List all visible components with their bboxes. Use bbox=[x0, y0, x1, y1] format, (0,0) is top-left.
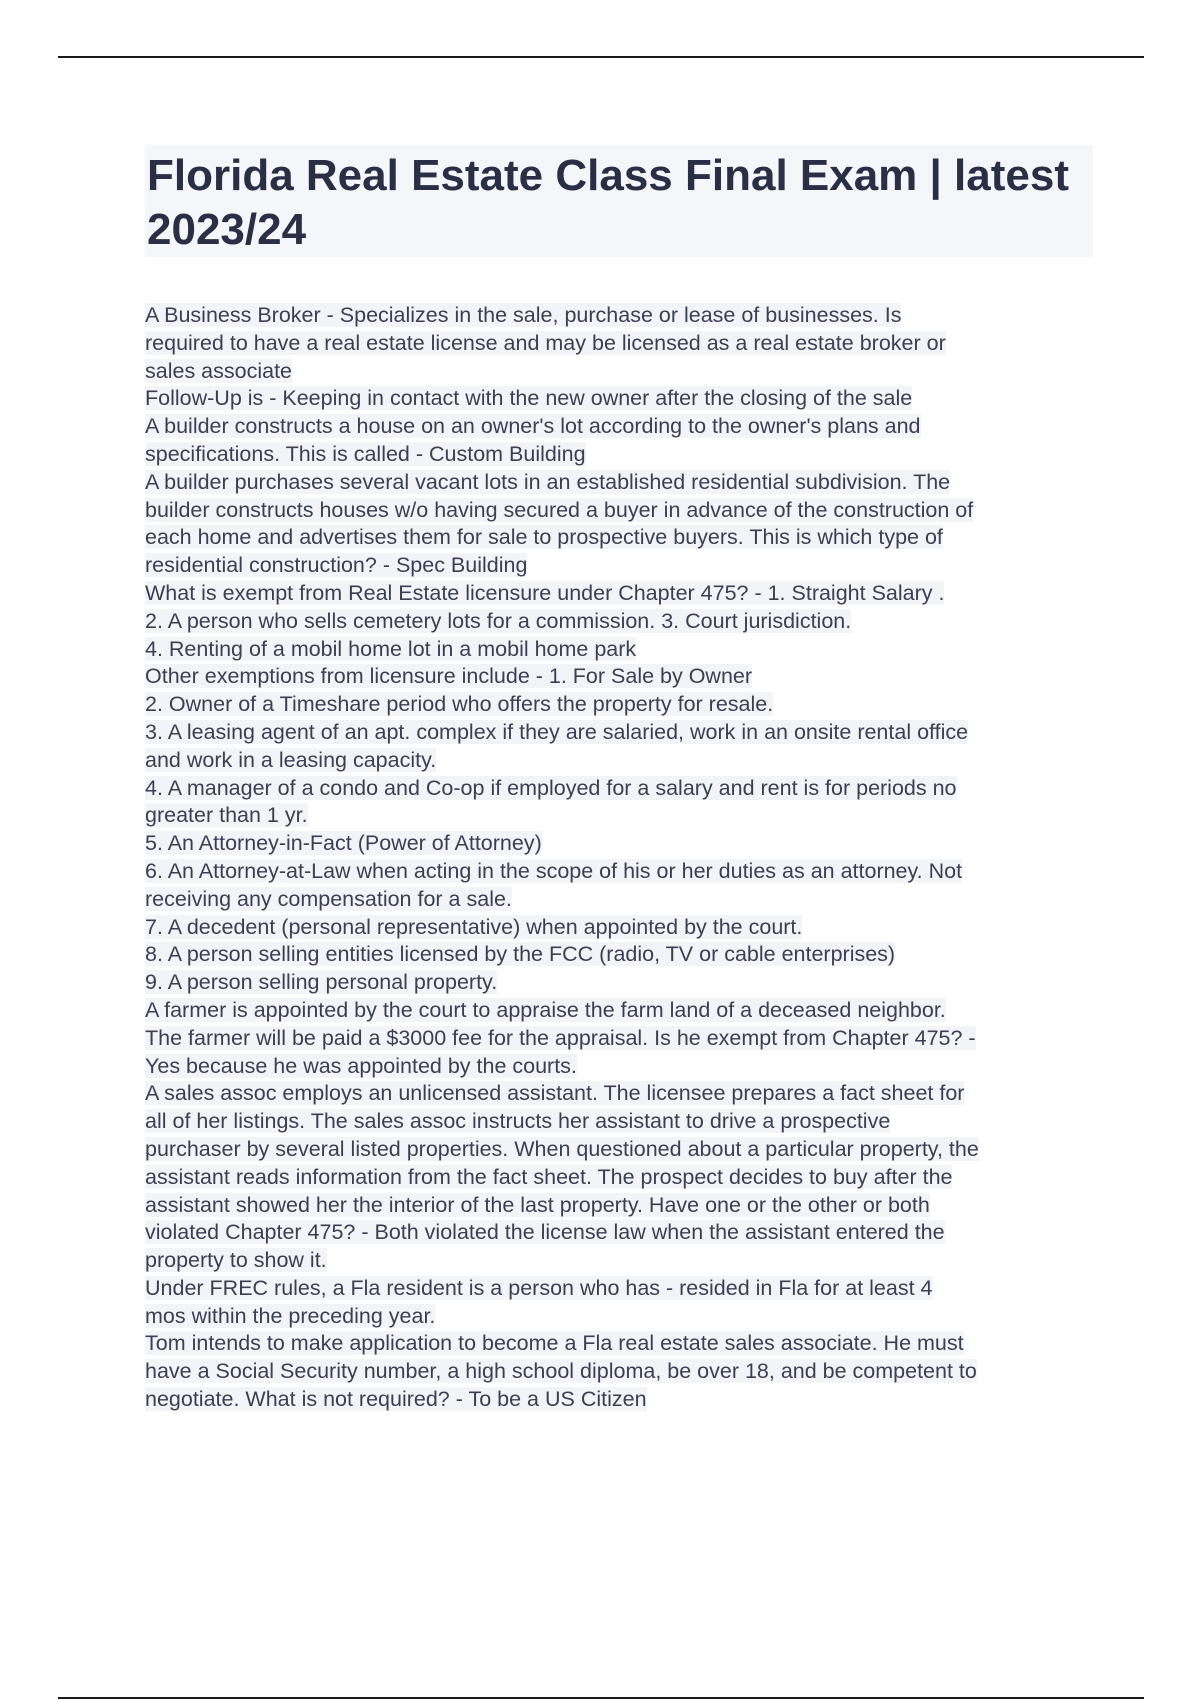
text-line bbox=[145, 524, 1093, 552]
text-line bbox=[145, 330, 1093, 358]
text-line-content: 5. An Attorney-in-Fact (Power of Attorney) bbox=[145, 831, 542, 856]
text-line-content: have a Social Security number, a high school diploma, be over 18, and be competent to bbox=[145, 1359, 977, 1384]
text-line-content: 7. A decedent (personal representative) when appointed by the court. bbox=[145, 914, 803, 939]
text-line-content: assistant reads information from the fact sheet. The prospect decides to buy after the bbox=[145, 1164, 953, 1189]
text-line-content: 4. Renting of a mobil home lot in a mobil home park bbox=[145, 636, 637, 661]
text-line bbox=[145, 1358, 1093, 1386]
text-line bbox=[145, 914, 1093, 942]
text-line-content: 2. Owner of a Timeshare period who offers the property for resale. bbox=[145, 692, 774, 717]
text-line bbox=[145, 691, 1093, 719]
text-line-content: all of her listings. The sales assoc instructs her assistant to drive a prospective bbox=[145, 1109, 891, 1134]
text-line bbox=[145, 747, 1093, 775]
text-line-content: and work in a leasing capacity. bbox=[145, 747, 437, 772]
text-line-content: Tom intends to make application to become a Fla real estate sales associate. He must bbox=[145, 1331, 964, 1356]
text-line bbox=[145, 802, 1093, 830]
text-line bbox=[145, 969, 1093, 997]
text-line bbox=[145, 1275, 1093, 1303]
text-line bbox=[145, 997, 1093, 1025]
top-divider bbox=[58, 56, 1144, 58]
text-line bbox=[145, 497, 1093, 525]
text-line-content: required to have a real estate license and may be licensed as a real estate broker or bbox=[145, 330, 946, 355]
text-line-content: purchaser by several listed properties. When questioned about a particular property, the bbox=[145, 1136, 979, 1161]
text-line-content: each home and advertises them for sale to prospective buyers. This is which type of bbox=[145, 525, 943, 550]
text-line bbox=[145, 1080, 1093, 1108]
text-line bbox=[145, 636, 1093, 664]
text-line-content: A farmer is appointed by the court to appraise the farm land of a deceased neighbor. bbox=[145, 997, 946, 1022]
text-line-content: specifications. This is called - Custom Building bbox=[145, 441, 586, 466]
text-line-content: 8. A person selling entities licensed by the FCC (radio, TV or cable enterprises) bbox=[145, 942, 896, 967]
text-line bbox=[145, 1164, 1093, 1192]
text-line-content: The farmer will be paid a $3000 fee for the appraisal. Is he exempt from Chapter 475? - bbox=[145, 1025, 976, 1050]
text-line bbox=[145, 719, 1093, 747]
text-line-content: Other exemptions from licensure include - 1. For Sale by Owner bbox=[145, 664, 753, 689]
text-line bbox=[145, 858, 1093, 886]
text-line bbox=[145, 552, 1093, 580]
title-block bbox=[145, 145, 1093, 257]
text-line-content: assistant showed her the interior of the last property. Have one or the other or both bbox=[145, 1192, 930, 1217]
text-line bbox=[145, 1247, 1093, 1275]
text-line bbox=[145, 608, 1093, 636]
text-line bbox=[145, 580, 1093, 608]
text-line-content: 2. A person who sells cemetery lots for a commission. 3. Court jurisdiction. bbox=[145, 608, 852, 633]
text-line bbox=[145, 1330, 1093, 1358]
text-line-content: What is exempt from Real Estate licensure under Chapter 475? - 1. Straight Salary . bbox=[145, 580, 945, 605]
exam-content bbox=[145, 302, 1093, 1414]
text-line-content: 6. An Attorney-at-Law when acting in the scope of his or her duties as an attorney. Not bbox=[145, 858, 963, 883]
text-line bbox=[145, 1025, 1093, 1053]
text-line-content: Under FREC rules, a Fla resident is a person who has - resided in Fla for at least 4 bbox=[145, 1275, 933, 1300]
text-line-content: Yes because he was appointed by the courts. bbox=[145, 1053, 577, 1078]
text-line bbox=[145, 941, 1093, 969]
text-line-content: violated Chapter 475? - Both violated the license law when the assistant entered the bbox=[145, 1220, 945, 1245]
text-line bbox=[145, 441, 1093, 469]
text-line bbox=[145, 775, 1093, 803]
text-line bbox=[145, 830, 1093, 858]
text-line-content: property to show it. bbox=[145, 1248, 327, 1273]
text-line bbox=[145, 886, 1093, 914]
bottom-divider bbox=[58, 1697, 1144, 1699]
text-line bbox=[145, 385, 1093, 413]
text-line bbox=[145, 469, 1093, 497]
text-line-content: negotiate. What is not required? - To be a US Citizen bbox=[145, 1387, 647, 1412]
text-line-content: 3. A leasing agent of an apt. complex if they are salaried, work in an onsite rental office bbox=[145, 719, 969, 744]
page-title: Florida Real Estate Class Final Exam | latest 2023/24 bbox=[147, 151, 1070, 254]
text-line-content: residential construction? - Spec Building bbox=[145, 553, 528, 578]
text-line-content: Follow-Up is - Keeping in contact with the new owner after the closing of the sale bbox=[145, 386, 913, 411]
text-line-content: mos within the preceding year. bbox=[145, 1303, 436, 1328]
text-line-content: receiving any compensation for a sale. bbox=[145, 886, 512, 911]
text-line bbox=[145, 302, 1093, 330]
text-line-content: A builder purchases several vacant lots in an established residential subdivision. The bbox=[145, 469, 951, 494]
text-line bbox=[145, 1192, 1093, 1220]
text-line bbox=[145, 1303, 1093, 1331]
text-line-content: A sales assoc employs an unlicensed assistant. The licensee prepares a fact sheet for bbox=[145, 1081, 965, 1106]
text-line-content: A Business Broker - Specializes in the sale, purchase or lease of businesses. Is bbox=[145, 303, 902, 327]
text-line bbox=[145, 1053, 1093, 1081]
text-line-content: greater than 1 yr. bbox=[145, 803, 308, 828]
text-line bbox=[145, 1108, 1093, 1136]
text-line-content: A builder constructs a house on an owner's lot according to the owner's plans and bbox=[145, 414, 921, 439]
text-line bbox=[145, 358, 1093, 386]
text-line-content: 9. A person selling personal property. bbox=[145, 970, 498, 995]
text-line-content: 4. A manager of a condo and Co-op if employed for a salary and rent is for periods no bbox=[145, 775, 957, 800]
text-line bbox=[145, 1219, 1093, 1247]
text-line bbox=[145, 413, 1093, 441]
text-line-content: sales associate bbox=[145, 358, 292, 383]
text-line bbox=[145, 663, 1093, 691]
text-line bbox=[145, 1386, 1093, 1414]
text-line bbox=[145, 1136, 1093, 1164]
text-line-content: builder constructs houses w/o having secured a buyer in advance of the construction of bbox=[145, 497, 974, 522]
